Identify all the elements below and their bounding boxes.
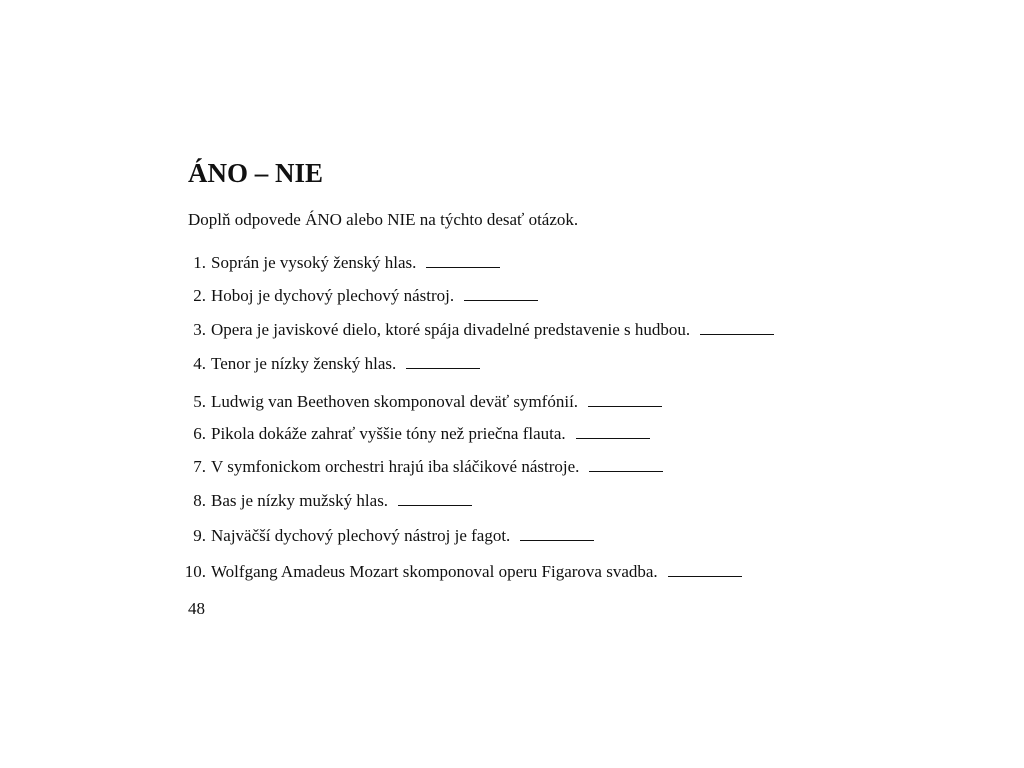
question-number: 1. — [193, 253, 206, 272]
question-number: 4. — [193, 354, 206, 373]
question-text: Bas je nízky mužský hlas. — [211, 491, 389, 510]
question-item — [0, 424, 650, 444]
page-title: ÁNO – NIE — [188, 158, 324, 188]
question-number: 2. — [193, 286, 206, 305]
answer-blank[interactable] — [426, 253, 500, 268]
question-number: 5. — [193, 392, 206, 411]
question-text: Hoboj je dychový plechový nástroj. — [211, 286, 455, 305]
answer-blank[interactable] — [406, 354, 480, 369]
answer-blank[interactable] — [464, 286, 538, 301]
answer-blank[interactable] — [589, 457, 663, 472]
page-number: 48 — [188, 599, 205, 618]
question-text: Ludwig van Beethoven skomponoval deväť symfónií. — [211, 392, 579, 411]
question-item — [0, 526, 594, 546]
question-item — [0, 491, 472, 511]
question-text: Opera je javiskové dielo, ktoré spája divadelné predstavenie s hudbou. — [211, 320, 691, 339]
question-item — [0, 253, 500, 273]
question-item — [0, 320, 774, 340]
answer-blank[interactable] — [588, 392, 662, 407]
answer-blank[interactable] — [576, 424, 650, 439]
question-text: Najväčší dychový plechový nástroj je fagot. — [211, 526, 511, 545]
question-number: 8. — [193, 491, 206, 510]
question-item — [0, 562, 742, 582]
answer-blank[interactable] — [700, 320, 774, 335]
question-number: 6. — [193, 424, 206, 443]
question-number: 9. — [193, 526, 206, 545]
question-item — [0, 457, 663, 477]
question-item — [0, 392, 662, 412]
question-text: Wolfgang Amadeus Mozart skomponoval operu Figarova svadba. — [211, 562, 658, 581]
answer-blank[interactable] — [668, 562, 742, 577]
instructions: Doplň odpovede ÁNO alebo NIE na týchto desať otázok. — [188, 210, 579, 229]
question-text: V symfonickom orchestri hrajú iba sláčikové nástroje. — [211, 457, 580, 476]
question-number: 10. — [184, 562, 206, 581]
question-text: Pikola dokáže zahrať vyššie tóny než priečna flauta. — [211, 424, 566, 443]
question-item — [0, 354, 480, 374]
question-item — [0, 286, 538, 306]
question-text: Tenor je nízky ženský hlas. — [211, 354, 397, 373]
question-number: 7. — [193, 457, 206, 476]
question-number: 3. — [193, 320, 206, 339]
answer-blank[interactable] — [520, 526, 594, 541]
question-text: Soprán je vysoký ženský hlas. — [211, 253, 417, 272]
answer-blank[interactable] — [398, 491, 472, 506]
